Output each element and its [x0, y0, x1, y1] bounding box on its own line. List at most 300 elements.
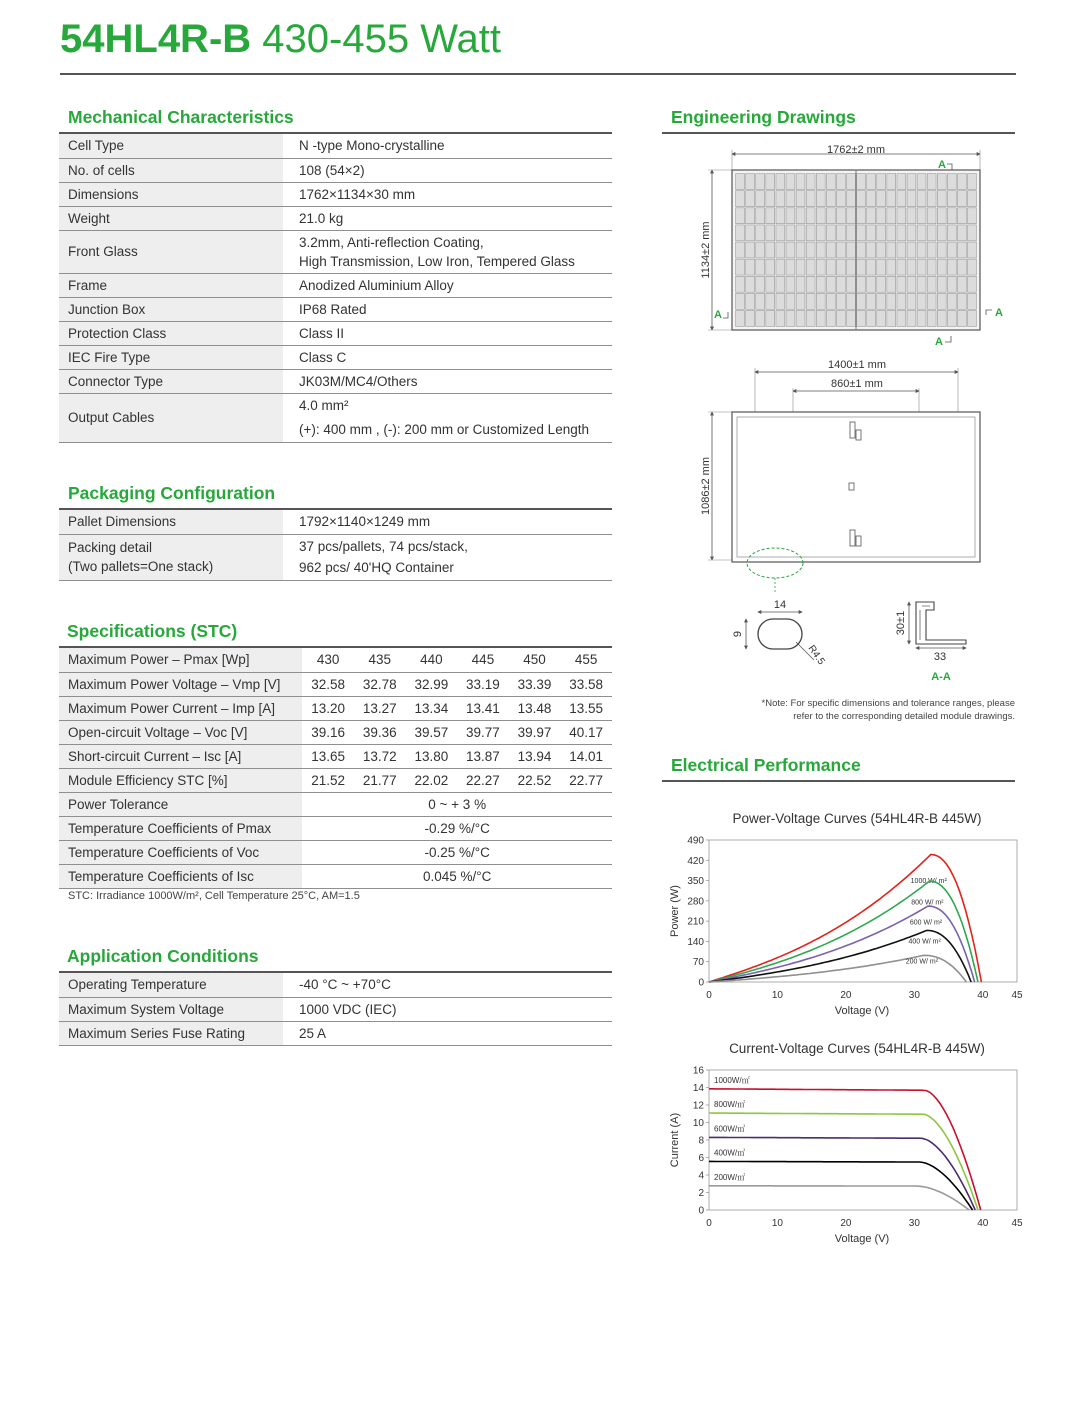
- series-label: 800 W/ m²: [911, 899, 944, 907]
- solar-cell: [968, 310, 977, 326]
- solar-cell: [957, 293, 966, 309]
- row-value: [283, 230, 612, 273]
- solar-cell: [887, 242, 896, 258]
- row-label: Maximum System Voltage: [59, 997, 283, 1021]
- mechanical-heading: Mechanical Characteristics: [68, 107, 294, 127]
- solar-cell: [786, 208, 795, 224]
- solar-cell: [957, 191, 966, 207]
- solar-cell: [766, 259, 775, 275]
- front-height-label: 1134±2 mm: [700, 221, 712, 279]
- solar-cell: [937, 259, 946, 275]
- solar-cell: [847, 293, 856, 309]
- cell: 21.52: [302, 768, 354, 792]
- table-row: [59, 369, 612, 393]
- row-value-line1: 4.0 mm²: [299, 397, 349, 413]
- table-row: [59, 393, 612, 442]
- y-tick-label: 16: [692, 1065, 704, 1077]
- solar-cell: [756, 242, 765, 258]
- solar-cell: [816, 310, 825, 326]
- hole-width-label: 14: [773, 599, 787, 611]
- y-tick-label: 350: [687, 876, 704, 888]
- solar-cell: [947, 225, 956, 241]
- solar-cell: [766, 293, 775, 309]
- cell: 13.87: [457, 744, 509, 768]
- x-tick-label: 10: [771, 1218, 784, 1229]
- electrical-rule: [662, 780, 1015, 782]
- y-tick-label: 6: [698, 1153, 704, 1164]
- row-value: IP68 Rated: [283, 297, 612, 321]
- cell: 33.19: [457, 672, 509, 696]
- solar-cell: [786, 242, 795, 258]
- rear-view: [700, 359, 980, 592]
- cell: 14.01: [560, 744, 612, 768]
- series-label: 400W/㎡: [714, 1148, 746, 1158]
- solar-cell: [947, 259, 956, 275]
- specifications-heading: Specifications (STC): [67, 621, 238, 641]
- solar-cell: [877, 174, 886, 190]
- solar-cell: [746, 242, 755, 258]
- table-row: [59, 1021, 612, 1045]
- solar-cell: [766, 242, 775, 258]
- solar-cell: [947, 310, 956, 326]
- solar-cell: [746, 225, 755, 241]
- solar-cell: [957, 276, 966, 292]
- row-value: -0.29 %/°C: [302, 816, 612, 840]
- solar-cell: [836, 293, 845, 309]
- solar-cell: [776, 191, 785, 207]
- solar-cell: [907, 293, 916, 309]
- cell: 39.16: [302, 720, 354, 744]
- row-label: Connector Type: [59, 369, 283, 393]
- solar-cell: [836, 191, 845, 207]
- solar-cell: [786, 310, 795, 326]
- solar-cell: [786, 276, 795, 292]
- table-row: [59, 648, 612, 672]
- solar-cell: [957, 259, 966, 275]
- solar-cell: [766, 174, 775, 190]
- solar-cell: [907, 259, 916, 275]
- row-value-line2: High Transmission, Low Iron, Tempered Glass: [299, 253, 575, 269]
- solar-cell: [907, 242, 916, 258]
- solar-cell: [776, 259, 785, 275]
- solar-cell: [847, 242, 856, 258]
- cell: 13.72: [354, 744, 406, 768]
- solar-cell: [897, 276, 906, 292]
- row-value-line1: 37 pcs/pallets, 74 pcs/stack,: [299, 539, 468, 554]
- solar-cell: [897, 293, 906, 309]
- solar-cell: [736, 293, 745, 309]
- solar-cell: [877, 242, 886, 258]
- solar-cell: [826, 174, 835, 190]
- application-heading: Application Conditions: [67, 946, 259, 966]
- solar-cell: [887, 310, 896, 326]
- y-axis-label: Power (W): [669, 885, 681, 937]
- table-row: [59, 534, 612, 580]
- row-label-line1: Packing detail: [68, 540, 153, 555]
- solar-cell: [968, 259, 977, 275]
- series-label: 200W/㎡: [714, 1172, 746, 1182]
- solar-cell: [756, 276, 765, 292]
- solar-cell: [947, 242, 956, 258]
- solar-cell: [766, 276, 775, 292]
- table-row: [59, 134, 612, 158]
- row-value: 0.045 %/°C: [302, 864, 612, 888]
- table-row: [59, 840, 612, 864]
- specifications-table: [59, 648, 612, 889]
- solar-cell: [776, 225, 785, 241]
- solar-cell: [927, 259, 936, 275]
- current-voltage-chart: [662, 1034, 1032, 1254]
- solar-cell: [927, 310, 936, 326]
- solar-cell: [897, 242, 906, 258]
- table-row: [59, 720, 612, 744]
- solar-cell: [806, 225, 815, 241]
- cell: 22.02: [406, 768, 458, 792]
- y-tick-label: 280: [687, 896, 704, 908]
- solar-cell: [947, 208, 956, 224]
- rear-inner-span-label: 860±1 mm: [831, 378, 883, 390]
- solar-cell: [776, 276, 785, 292]
- cell: 33.39: [509, 672, 561, 696]
- solar-cell: [968, 225, 977, 241]
- solar-cell: [897, 310, 906, 326]
- drawings-rule: [662, 132, 1015, 134]
- row-label: Temperature Coefficients of Voc: [59, 840, 302, 864]
- solar-cell: [907, 276, 916, 292]
- solar-cell: [806, 259, 815, 275]
- power-range: 430-455 Watt: [262, 17, 501, 61]
- solar-cell: [756, 191, 765, 207]
- cell: 32.78: [354, 672, 406, 696]
- row-label: Maximum Power Current – Imp [A]: [59, 696, 302, 720]
- solar-cell: [927, 208, 936, 224]
- cell: 32.99: [406, 672, 458, 696]
- solar-cell: [877, 208, 886, 224]
- y-tick-label: 0: [698, 1205, 704, 1217]
- cell: 435: [354, 648, 406, 672]
- solar-cell: [957, 242, 966, 258]
- solar-cell: [816, 259, 825, 275]
- row-value: -40 °C ~ +70°C: [283, 973, 612, 997]
- row-label: Open-circuit Voltage – Voc [V]: [59, 720, 302, 744]
- solar-cell: [756, 259, 765, 275]
- solar-cell: [847, 208, 856, 224]
- row-label: Junction Box: [59, 297, 283, 321]
- frame-cross-section: [895, 602, 966, 683]
- solar-cell: [917, 225, 926, 241]
- solar-cell: [907, 225, 916, 241]
- x-tick-label: 45: [1011, 1218, 1023, 1229]
- rear-height-label: 1086±2 mm: [700, 456, 712, 516]
- solar-cell: [927, 191, 936, 207]
- solar-cell: [968, 208, 977, 224]
- solar-cell: [907, 208, 916, 224]
- y-tick-label: 2: [698, 1188, 704, 1199]
- solar-cell: [907, 174, 916, 190]
- solar-cell: [826, 293, 835, 309]
- x-tick-label: 40: [977, 990, 989, 1001]
- solar-cell: [776, 310, 785, 326]
- solar-cell: [887, 225, 896, 241]
- solar-cell: [857, 191, 866, 207]
- solar-cell: [836, 276, 845, 292]
- x-tick-label: 30: [908, 990, 920, 1001]
- solar-cell: [756, 310, 765, 326]
- solar-cell: [887, 191, 896, 207]
- front-width-label: 1762±2 mm: [826, 144, 886, 156]
- table-row: [59, 321, 612, 345]
- row-label: Frame: [59, 273, 283, 297]
- hole-radius-label: R4.5: [805, 643, 827, 668]
- cell: 450: [509, 648, 561, 672]
- solar-cell: [857, 293, 866, 309]
- row-value: 1792×1140×1249 mm: [283, 510, 612, 534]
- row-value: Class C: [283, 345, 612, 369]
- mounting-hole-shape: [758, 619, 802, 649]
- x-tick-label: 0: [706, 990, 712, 1001]
- solar-cell: [816, 293, 825, 309]
- table-row: [59, 182, 612, 206]
- cell: 13.27: [354, 696, 406, 720]
- series-label: 1000 W/ m²: [910, 877, 947, 885]
- solar-cell: [796, 276, 805, 292]
- y-tick-label: 8: [698, 1135, 704, 1147]
- series-label: 200 W/ m²: [905, 958, 939, 966]
- solar-cell: [736, 225, 745, 241]
- solar-cell: [806, 208, 815, 224]
- row-value: 0 ~ + 3 %: [302, 792, 612, 816]
- solar-cell: [887, 208, 896, 224]
- row-value: Anodized Aluminium Alloy: [283, 273, 612, 297]
- solar-cell: [746, 208, 755, 224]
- row-label: No. of cells: [59, 158, 283, 182]
- cell: 32.58: [302, 672, 354, 696]
- solar-cell: [937, 174, 946, 190]
- solar-cell: [816, 276, 825, 292]
- row-label: Maximum Series Fuse Rating: [59, 1021, 283, 1045]
- solar-cell: [806, 293, 815, 309]
- solar-cell: [897, 259, 906, 275]
- solar-cell: [957, 174, 966, 190]
- solar-cell: [776, 208, 785, 224]
- electrical-heading: Electrical Performance: [671, 755, 861, 775]
- cell: 13.55: [560, 696, 612, 720]
- row-label: [59, 534, 283, 580]
- cell: 39.36: [354, 720, 406, 744]
- solar-cell: [847, 276, 856, 292]
- row-label: Protection Class: [59, 321, 283, 345]
- solar-cell: [746, 174, 755, 190]
- solar-cell: [867, 225, 876, 241]
- solar-cell: [806, 174, 815, 190]
- row-value: JK03M/MC4/Others: [283, 369, 612, 393]
- cell: 39.57: [406, 720, 458, 744]
- solar-cell: [867, 208, 876, 224]
- solar-cell: [937, 310, 946, 326]
- cell: 22.77: [560, 768, 612, 792]
- cell: 430: [302, 648, 354, 672]
- series-label: 400 W/ m²: [908, 938, 941, 946]
- table-row: [59, 206, 612, 230]
- drawing-note-line1: *Note: For specific dimensions and tolerance ranges, please: [761, 698, 1015, 709]
- y-tick-label: 12: [692, 1100, 704, 1112]
- row-label: Module Efficiency STC [%]: [59, 768, 302, 792]
- solar-cell: [796, 174, 805, 190]
- y-tick-label: 420: [687, 855, 704, 867]
- solar-cell: [927, 276, 936, 292]
- section-marker-bottom: A: [935, 336, 943, 348]
- solar-cell: [968, 293, 977, 309]
- solar-cell: [766, 208, 775, 224]
- row-value: 1762×1134×30 mm: [283, 182, 612, 206]
- solar-cell: [917, 276, 926, 292]
- solar-cell: [786, 293, 795, 309]
- mechanical-table: [59, 134, 612, 443]
- solar-cell: [877, 191, 886, 207]
- cell: 13.80: [406, 744, 458, 768]
- solar-cell: [887, 174, 896, 190]
- row-label: Front Glass: [59, 230, 283, 273]
- solar-cell: [897, 191, 906, 207]
- table-row: [59, 768, 612, 792]
- x-tick-label: 10: [771, 990, 784, 1001]
- page-title: [60, 14, 501, 64]
- solar-cell: [786, 191, 795, 207]
- table-row: [59, 816, 612, 840]
- solar-cell: [947, 174, 956, 190]
- solar-cell: [867, 191, 876, 207]
- hole-height-label: 9: [732, 630, 744, 638]
- solar-cell: [786, 259, 795, 275]
- solar-cell: [927, 293, 936, 309]
- solar-cell: [917, 242, 926, 258]
- solar-cell: [887, 259, 896, 275]
- x-axis-label: Voltage (V): [834, 1233, 890, 1245]
- engineering-drawings: [690, 140, 1020, 730]
- solar-cell: [917, 174, 926, 190]
- x-tick-label: 30: [908, 1218, 920, 1229]
- series-label: 1000W/㎡: [714, 1075, 750, 1085]
- solar-cell: [806, 191, 815, 207]
- solar-cell: [826, 259, 835, 275]
- row-value: Class II: [283, 321, 612, 345]
- row-value: -0.25 %/°C: [302, 840, 612, 864]
- solar-cell: [897, 174, 906, 190]
- solar-cell: [867, 310, 876, 326]
- series-label: 800W/㎡: [714, 1100, 746, 1110]
- solar-cell: [867, 276, 876, 292]
- solar-cell: [766, 225, 775, 241]
- row-value: 21.0 kg: [283, 206, 612, 230]
- solar-cell: [806, 242, 815, 258]
- solar-cell: [847, 191, 856, 207]
- table-row: [59, 230, 612, 273]
- solar-cell: [937, 242, 946, 258]
- mounting-hole-detail: [732, 599, 827, 667]
- solar-cell: [937, 191, 946, 207]
- solar-cell: [746, 191, 755, 207]
- row-label: Weight: [59, 206, 283, 230]
- solar-cell: [836, 259, 845, 275]
- solar-cell: [806, 276, 815, 292]
- table-row: [59, 973, 612, 997]
- solar-cell: [816, 225, 825, 241]
- row-label: Operating Temperature: [59, 973, 283, 997]
- solar-cell: [867, 242, 876, 258]
- solar-cell: [957, 310, 966, 326]
- solar-cell: [968, 191, 977, 207]
- solar-cell: [736, 174, 745, 190]
- series-label: 600W/㎡: [714, 1124, 746, 1134]
- solar-cell: [736, 208, 745, 224]
- solar-cell: [937, 276, 946, 292]
- solar-cell: [857, 259, 866, 275]
- solar-cell: [796, 208, 805, 224]
- row-label-line2: (Two pallets=One stack): [68, 559, 214, 574]
- row-label: Cell Type: [59, 134, 283, 158]
- row-label: Temperature Coefficients of Isc: [59, 864, 302, 888]
- solar-cell: [746, 259, 755, 275]
- section-marker-right: A: [995, 307, 1003, 319]
- solar-cell: [907, 310, 916, 326]
- row-value-line2: (+): 400 mm , (-): 200 mm or Customized Length: [299, 421, 589, 437]
- y-tick-label: 210: [687, 916, 704, 928]
- table-row: [59, 792, 612, 816]
- solar-cell: [877, 310, 886, 326]
- solar-cell: [756, 293, 765, 309]
- solar-cell: [857, 310, 866, 326]
- solar-cell: [826, 191, 835, 207]
- solar-cell: [877, 225, 886, 241]
- solar-cell: [887, 293, 896, 309]
- y-tick-label: 70: [692, 957, 704, 969]
- row-value: [283, 534, 612, 580]
- solar-cell: [867, 293, 876, 309]
- solar-cell: [937, 293, 946, 309]
- solar-cell: [736, 310, 745, 326]
- solar-cell: [826, 225, 835, 241]
- section-marker-left: A: [714, 309, 722, 321]
- cell: 440: [406, 648, 458, 672]
- solar-cell: [947, 191, 956, 207]
- cell: 39.97: [509, 720, 561, 744]
- x-tick-label: 20: [840, 1218, 852, 1229]
- solar-cell: [917, 310, 926, 326]
- table-row: [59, 345, 612, 369]
- frame-height-label: 30±1: [895, 610, 907, 636]
- row-label: Temperature Coefficients of Pmax: [59, 816, 302, 840]
- front-view: [700, 144, 1003, 348]
- drawings-heading: Engineering Drawings: [671, 107, 856, 127]
- solar-cell: [826, 276, 835, 292]
- packaging-table: [59, 510, 612, 581]
- solar-cell: [927, 242, 936, 258]
- table-row: [59, 696, 612, 720]
- table-row: [59, 672, 612, 696]
- x-axis-label: Voltage (V): [834, 1005, 890, 1017]
- cell: 13.65: [302, 744, 354, 768]
- chart-title: Current-Voltage Curves (54HL4R-B 445W): [729, 1041, 985, 1056]
- solar-cell: [836, 174, 845, 190]
- solar-cell: [746, 293, 755, 309]
- table-row: [59, 997, 612, 1021]
- y-tick-label: 0: [698, 977, 704, 989]
- x-tick-label: 40: [977, 1218, 989, 1229]
- solar-cell: [826, 310, 835, 326]
- y-axis-label: Current (A): [669, 1112, 681, 1168]
- row-label: Power Tolerance: [59, 792, 302, 816]
- solar-cell: [857, 174, 866, 190]
